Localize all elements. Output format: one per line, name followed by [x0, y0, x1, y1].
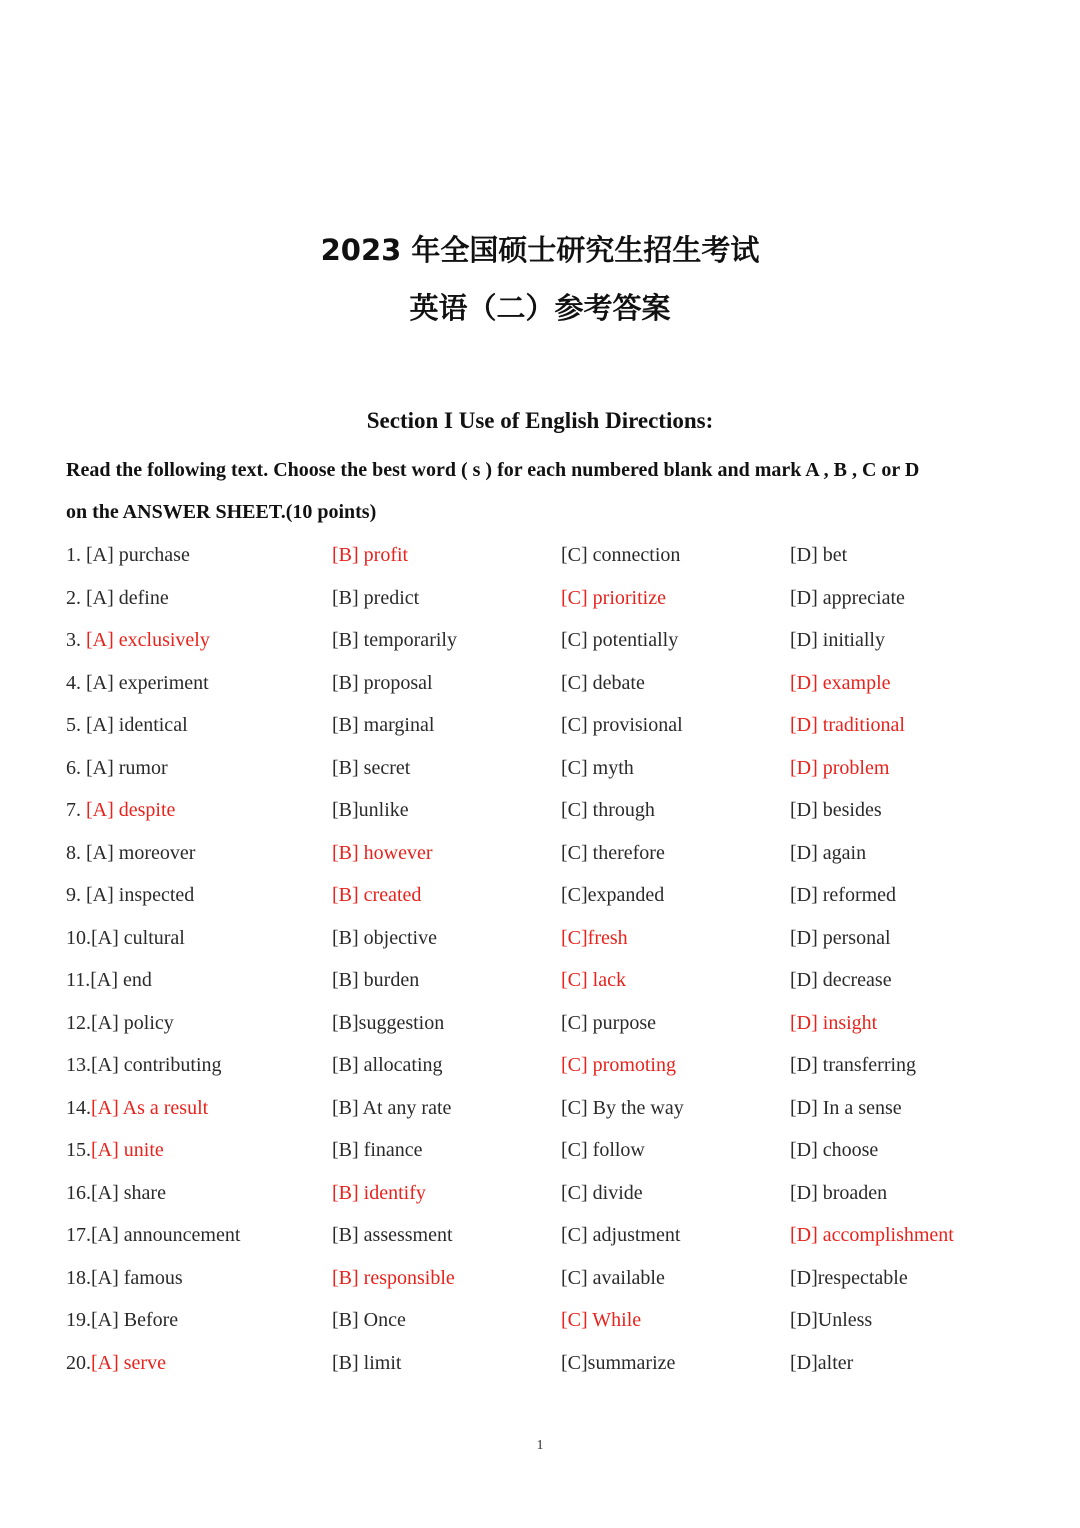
option — [790, 1267, 908, 1290]
option-text: [C] adjustment — [561, 1224, 681, 1246]
option — [66, 1054, 222, 1077]
question-row — [0, 1097, 1080, 1127]
option-text: [C] promoting — [561, 1054, 676, 1076]
option-text: [D] accomplishment — [790, 1224, 954, 1246]
option-text: [C] prioritize — [561, 586, 666, 609]
option-text: [D] bet — [790, 544, 848, 566]
correct-option — [561, 1309, 641, 1332]
option-text: [D] initially — [790, 629, 885, 651]
option-text: [B] finance — [332, 1139, 423, 1161]
correct-option — [332, 1182, 426, 1205]
option — [561, 1012, 656, 1035]
option — [332, 969, 419, 992]
option-text: [C] follow — [561, 1139, 645, 1161]
option-text: [D]alter — [790, 1351, 854, 1374]
option-text: [D]Unless — [790, 1309, 873, 1331]
option-text: [D] decrease — [790, 969, 892, 991]
option — [561, 757, 634, 780]
option — [66, 1267, 183, 1290]
option-text: [D] besides — [790, 799, 882, 821]
option — [790, 1182, 887, 1205]
option-text: [C] lack — [561, 969, 626, 991]
option — [332, 672, 433, 695]
question-row — [0, 1267, 1080, 1297]
option-text: [D] insight — [790, 1011, 878, 1034]
question-number: 10. — [66, 926, 91, 949]
option — [790, 1139, 878, 1162]
option-text: [B] temporarily — [332, 629, 457, 651]
correct-option — [790, 1224, 954, 1247]
option-text: [A] moreover — [86, 841, 196, 864]
option-text: [A] end — [90, 969, 152, 991]
correct-option — [66, 1139, 164, 1162]
option-text: [A] purchase — [86, 544, 190, 566]
correct-option — [561, 927, 628, 950]
question-row — [0, 1224, 1080, 1254]
question-number: 17. — [66, 1224, 91, 1246]
question-row — [0, 672, 1080, 702]
option — [561, 799, 655, 822]
correct-option — [66, 799, 175, 822]
option-text: [C] therefore — [561, 841, 665, 864]
option — [790, 799, 882, 822]
option — [561, 1097, 684, 1120]
question-number: 20. — [66, 1351, 91, 1374]
correct-option — [561, 587, 666, 610]
option-text: [C]expanded — [561, 884, 665, 906]
correct-option — [332, 884, 421, 907]
option — [332, 1012, 444, 1035]
option — [790, 842, 866, 865]
option-text: [D] appreciate — [790, 586, 905, 609]
option — [332, 1139, 423, 1162]
question-row — [0, 1352, 1080, 1382]
option — [332, 927, 437, 950]
option-text: [C] potentially — [561, 629, 679, 651]
page-number: 1 — [536, 1438, 544, 1453]
question-number: 5. — [66, 714, 86, 736]
option-text: [B] secret — [332, 756, 411, 779]
option — [66, 969, 152, 992]
correct-option — [790, 672, 891, 695]
option — [332, 629, 457, 652]
option-text: [B] burden — [332, 969, 420, 991]
option-text: [B] marginal — [332, 714, 435, 736]
option — [790, 1054, 916, 1077]
option-text: [B] Once — [332, 1309, 406, 1331]
question-row — [0, 587, 1080, 617]
option-text: [D] traditional — [790, 714, 905, 736]
option — [790, 587, 905, 610]
option-text: [A] exclusively — [86, 629, 210, 651]
option-text: [C] purpose — [561, 1011, 656, 1034]
option — [332, 1352, 401, 1375]
option-text: [B] limit — [332, 1351, 402, 1374]
correct-option — [790, 757, 889, 780]
option-text: [B] created — [332, 884, 422, 906]
correct-option — [66, 1352, 166, 1375]
option — [66, 757, 168, 780]
question-row — [0, 757, 1080, 787]
option-text: [A] Before — [91, 1309, 179, 1331]
option — [332, 1309, 406, 1332]
option-text: [B] predict — [332, 586, 420, 609]
question-row — [0, 1012, 1080, 1042]
option — [790, 884, 896, 907]
option-text: [B] profit — [332, 544, 409, 566]
option — [66, 1182, 166, 1205]
option-text: [A] contributing — [91, 1054, 222, 1076]
section-heading: Section I Use of English Directions: — [366, 408, 714, 433]
option-text: [A] define — [86, 586, 169, 609]
option — [332, 1224, 453, 1247]
option — [790, 1309, 872, 1332]
option-text: [A] As a result — [91, 1096, 209, 1119]
option-text: [D] In a sense — [790, 1096, 902, 1119]
option — [561, 672, 645, 695]
document-subtitle: 英语（二）参考答案 — [409, 291, 671, 325]
option — [561, 629, 678, 652]
question-row — [0, 1054, 1080, 1084]
option-text: [D] broaden — [790, 1181, 888, 1204]
option-text: [A] announcement — [91, 1224, 241, 1246]
option-text: [B]suggestion — [332, 1011, 445, 1034]
option-text: [A] famous — [91, 1266, 183, 1289]
option — [66, 1224, 240, 1247]
option — [561, 842, 665, 865]
question-row — [0, 1309, 1080, 1339]
option — [332, 799, 409, 822]
option — [561, 544, 680, 567]
directions-line-1: Read the following text. Choose the best word ( s ) for each numbered blank and mark A , B , C or D — [66, 459, 920, 481]
option — [561, 1224, 680, 1247]
option-text: [D] reformed — [790, 884, 897, 906]
option — [561, 1139, 645, 1162]
option-text: [C]fresh — [561, 926, 628, 949]
option — [790, 1352, 853, 1375]
option-text: [C] divide — [561, 1181, 643, 1204]
option — [66, 842, 195, 865]
option — [66, 672, 209, 695]
option-text: [C] debate — [561, 671, 645, 694]
option — [561, 1267, 665, 1290]
option — [66, 714, 188, 737]
question-number: 18. — [66, 1266, 91, 1289]
option-text: [A] policy — [91, 1011, 174, 1034]
question-row — [0, 842, 1080, 872]
correct-option — [66, 1097, 208, 1120]
option-text: [C] connection — [561, 544, 681, 566]
correct-option — [66, 629, 210, 652]
option — [561, 714, 683, 737]
option-text: [B] however — [332, 841, 433, 864]
correct-option — [790, 714, 905, 737]
option-text: [A] share — [91, 1181, 166, 1204]
correct-option — [332, 842, 433, 865]
option — [561, 884, 664, 907]
option — [561, 1182, 643, 1205]
option-text: [D] again — [790, 841, 867, 864]
document-title: 2023 年全国硕士研究生招生考试 — [320, 233, 760, 267]
option — [66, 587, 169, 610]
question-row — [0, 969, 1080, 999]
option-text: [D]respectable — [790, 1266, 908, 1289]
option — [66, 1012, 174, 1035]
option-text: [A] cultural — [91, 926, 185, 949]
option-text: [A] rumor — [86, 756, 168, 779]
question-row — [0, 927, 1080, 957]
option-text: [B] assessment — [332, 1224, 453, 1246]
question-number: 16. — [66, 1181, 91, 1204]
correct-option — [561, 1054, 676, 1077]
question-row — [0, 884, 1080, 914]
option-text: [A] despite — [86, 799, 176, 821]
option — [66, 1309, 178, 1332]
question-number: 9. — [66, 884, 86, 906]
option — [332, 587, 419, 610]
option — [66, 927, 185, 950]
correct-option — [561, 969, 626, 992]
directions-line-2: on the ANSWER SHEET.(10 points) — [66, 501, 377, 523]
option — [790, 927, 891, 950]
option-text: [D] problem — [790, 756, 890, 779]
question-row — [0, 714, 1080, 744]
option-text: [B] responsible — [332, 1266, 455, 1289]
option-text: [B] proposal — [332, 671, 433, 694]
question-number: 19. — [66, 1309, 91, 1331]
question-number: 14. — [66, 1096, 91, 1119]
question-number: 3. — [66, 629, 86, 651]
question-number: 8. — [66, 841, 86, 864]
option — [790, 629, 885, 652]
question-number: 1. — [66, 544, 86, 566]
option — [332, 757, 410, 780]
option-text: [B] objective — [332, 926, 437, 949]
option — [790, 1097, 902, 1120]
option — [332, 1054, 443, 1077]
option-text: [A] serve — [91, 1351, 166, 1374]
question-number: 7. — [66, 799, 86, 821]
option — [332, 1097, 451, 1120]
option — [66, 544, 190, 567]
option-text: [B]unlike — [332, 799, 409, 821]
option-text: [B] allocating — [332, 1054, 443, 1076]
option-text: [D] transferring — [790, 1054, 917, 1076]
option-text: [A] inspected — [86, 884, 195, 906]
correct-option — [332, 1267, 455, 1290]
option — [790, 969, 892, 992]
option-text: [B] identify — [332, 1181, 426, 1204]
option-text: [A] identical — [86, 714, 188, 736]
question-number: 2. — [66, 586, 86, 609]
option — [561, 1352, 675, 1375]
question-row — [0, 1139, 1080, 1169]
option — [332, 714, 434, 737]
question-number: 12. — [66, 1011, 91, 1034]
question-number: 4. — [66, 671, 86, 694]
option — [790, 544, 847, 567]
option-text: [C] While — [561, 1309, 642, 1331]
option-text: [C] available — [561, 1266, 665, 1289]
option-text: [C] myth — [561, 756, 634, 779]
question-number: 13. — [66, 1054, 91, 1076]
question-row — [0, 799, 1080, 829]
option-text: [C]summarize — [561, 1351, 676, 1374]
option-text: [A] experiment — [86, 671, 209, 694]
option — [66, 884, 194, 907]
option-text: [D] choose — [790, 1139, 879, 1161]
correct-option — [332, 544, 408, 567]
question-number: 15. — [66, 1139, 91, 1161]
option-text: [B] At any rate — [332, 1096, 452, 1119]
question-number: 11. — [66, 969, 91, 991]
question-number: 6. — [66, 756, 86, 779]
option-text: [C] provisional — [561, 714, 683, 736]
option-text: [C] through — [561, 799, 655, 821]
question-row — [0, 1182, 1080, 1212]
option-text: [D] personal — [790, 926, 891, 949]
correct-option — [790, 1012, 877, 1035]
question-row — [0, 629, 1080, 659]
option-text: [A] unite — [91, 1139, 164, 1161]
question-row — [0, 544, 1080, 574]
option-text: [D] example — [790, 671, 891, 694]
option-text: [C] By the way — [561, 1096, 684, 1119]
